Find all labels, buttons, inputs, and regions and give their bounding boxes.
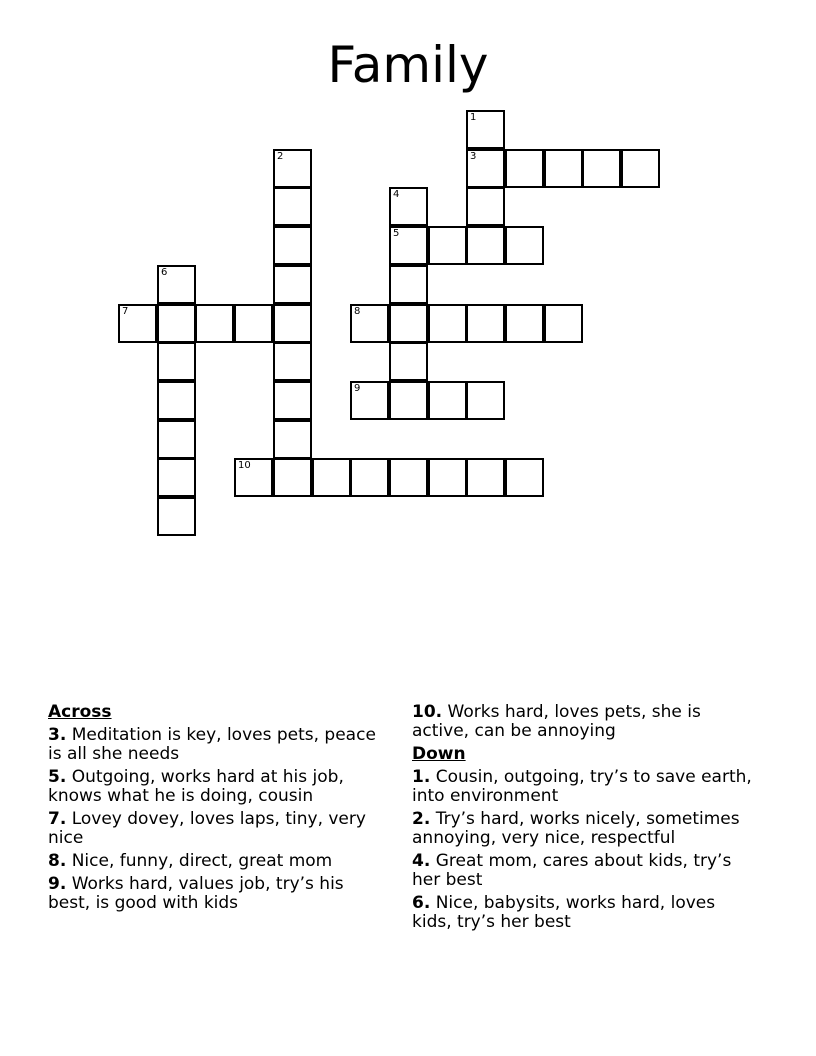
grid-cell[interactable] (273, 187, 312, 226)
grid-cell[interactable] (234, 304, 273, 343)
clues-column-left (48, 703, 388, 917)
grid-cell[interactable] (389, 381, 428, 420)
clue-across-10 (412, 703, 757, 741)
clue-number: 5. (48, 767, 67, 787)
grid-cell[interactable] (466, 226, 505, 265)
grid-cell[interactable] (389, 187, 428, 226)
clue-text: Works hard, values job, try’s his best, is good with kids (48, 874, 344, 913)
clue-number: 4. (412, 851, 431, 871)
clue-text: Meditation is key, loves pets, peace is all she needs (48, 725, 376, 764)
clue-across-5 (48, 768, 388, 806)
grid-cell[interactable] (273, 265, 312, 304)
cell-number: 6 (161, 267, 168, 278)
grid-cell[interactable] (466, 187, 505, 226)
grid-cell[interactable] (273, 381, 312, 420)
clue-number: 2. (412, 809, 431, 829)
clue-down-4 (412, 852, 757, 890)
clue-number: 7. (48, 809, 67, 829)
grid-cell[interactable] (544, 149, 583, 188)
grid-cell[interactable] (428, 458, 467, 497)
clues-column-right (412, 703, 757, 936)
clue-number: 10. (412, 702, 443, 722)
cell-number: 4 (393, 189, 400, 200)
cell-number: 10 (238, 460, 251, 471)
clue-number: 3. (48, 725, 67, 745)
cell-number: 8 (354, 306, 361, 317)
clue-text: Nice, babysits, works hard, loves kids, try’s her best (412, 893, 716, 932)
grid-cell[interactable] (466, 149, 505, 188)
grid-cell[interactable] (389, 226, 428, 265)
clue-text: Works hard, loves pets, she is active, can be annoying (412, 702, 701, 741)
cell-number: 9 (354, 383, 361, 394)
clue-down-6 (412, 894, 757, 932)
grid-cell[interactable] (273, 304, 312, 343)
grid-cell[interactable] (195, 304, 234, 343)
grid-cell[interactable] (234, 458, 273, 497)
clue-text: Outgoing, works hard at his job, knows what he is doing, cousin (48, 767, 344, 806)
grid-cell[interactable] (466, 304, 505, 343)
grid-cell[interactable] (389, 265, 428, 304)
grid-cell[interactable] (350, 381, 389, 420)
clue-text: Try’s hard, works nicely, sometimes annoying, very nice, respectful (412, 809, 740, 848)
clue-number: 8. (48, 851, 67, 871)
clue-number: 6. (412, 893, 431, 913)
grid-cell[interactable] (505, 458, 544, 497)
clue-across-9 (48, 875, 388, 913)
grid-cell[interactable] (350, 304, 389, 343)
clue-across-8 (48, 852, 388, 871)
grid-cell[interactable] (621, 149, 660, 188)
grid-cell[interactable] (273, 149, 312, 188)
clue-number: 9. (48, 874, 67, 894)
grid-cell[interactable] (312, 458, 351, 497)
grid-cell[interactable] (389, 304, 428, 343)
grid-cell[interactable] (466, 110, 505, 149)
grid-cell[interactable] (544, 304, 583, 343)
grid-cell[interactable] (157, 458, 196, 497)
clue-text: Cousin, outgoing, try’s to save earth, into environment (412, 767, 752, 806)
clue-across-7 (48, 810, 388, 848)
cell-number: 7 (122, 306, 129, 317)
clue-text: Nice, funny, direct, great mom (71, 851, 333, 871)
cell-number: 1 (470, 112, 477, 123)
grid-cell[interactable] (273, 226, 312, 265)
grid-cell[interactable] (273, 458, 312, 497)
grid-cell[interactable] (350, 458, 389, 497)
grid-cell[interactable] (466, 381, 505, 420)
cell-number: 3 (470, 151, 477, 162)
grid-cell[interactable] (157, 420, 196, 459)
clue-down-1 (412, 768, 757, 806)
cell-number: 2 (277, 151, 284, 162)
grid-cell[interactable] (273, 420, 312, 459)
grid-cell[interactable] (505, 149, 544, 188)
grid-cell[interactable] (157, 304, 196, 343)
grid-cell[interactable] (428, 226, 467, 265)
cell-number: 5 (393, 228, 400, 239)
clue-number: 1. (412, 767, 431, 787)
grid-cell[interactable] (389, 458, 428, 497)
grid-cell[interactable] (505, 226, 544, 265)
down-heading: Down (412, 744, 466, 764)
grid-cell[interactable] (157, 265, 196, 304)
grid-cell[interactable] (466, 458, 505, 497)
puzzle-title: Family (327, 36, 489, 94)
grid-cell[interactable] (273, 342, 312, 381)
grid-cell[interactable] (505, 304, 544, 343)
grid-cell[interactable] (389, 342, 428, 381)
grid-cell[interactable] (118, 304, 157, 343)
clue-text: Great mom, cares about kids, try’s her best (412, 851, 732, 890)
grid-cell[interactable] (428, 381, 467, 420)
clue-text: Lovey dovey, loves laps, tiny, very nice (48, 809, 366, 848)
across-heading: Across (48, 702, 112, 722)
clue-across-3 (48, 726, 388, 764)
grid-cell[interactable] (582, 149, 621, 188)
clue-down-2 (412, 810, 757, 848)
grid-cell[interactable] (157, 497, 196, 536)
grid-cell[interactable] (157, 381, 196, 420)
grid-cell[interactable] (157, 342, 196, 381)
grid-cell[interactable] (428, 304, 467, 343)
